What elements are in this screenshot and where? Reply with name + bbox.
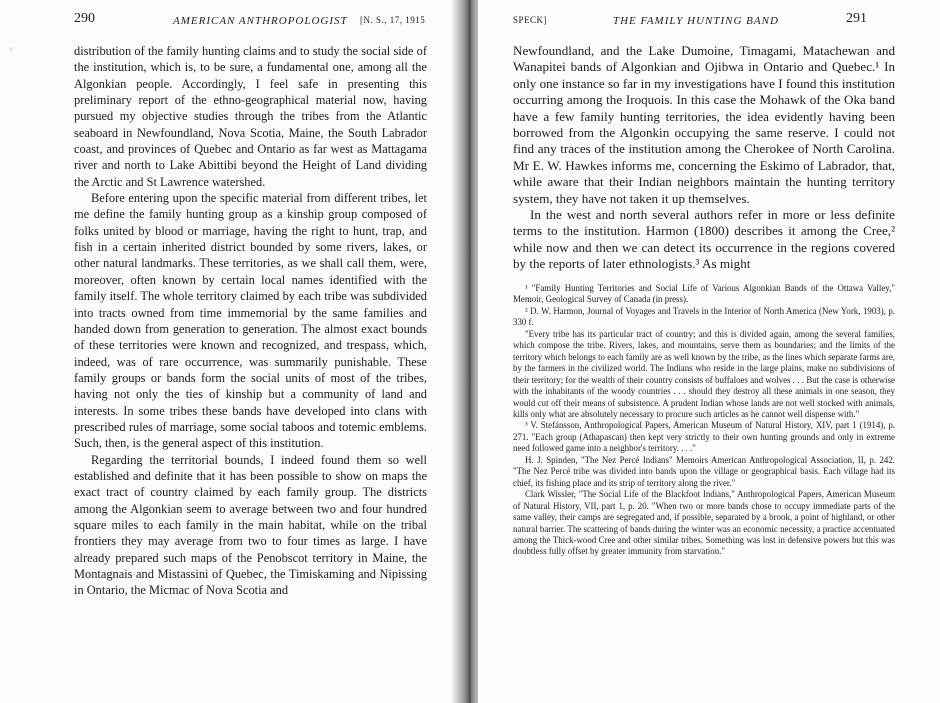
right-paragraph-1: Newfoundland, and the Lake Dumoine, Timagami, Matachewan and Wanapitei bands of Algonkian and Ojibwa in Ontario and Quebec.¹ In only one instance so far in my investigations have I found this institution occurring among the Iroquois. In this case the Mohawk of the Oka band have a few family hunting territories, the idea evidently having been borrowed from the Algonkin occupying the same reserve. I could not find any traces of the institution among the Cherokee of North Carolina. Mr E. W. Hawkes informs me, concerning the Eskimo of Labrador, that, while aware that their Indian neighbors maintain the hunting territory system, they have not taken it up themselves.	[513, 43, 895, 206]
left-issue-ref: [N. S., 17, 1915	[360, 15, 426, 25]
left-page-number: 290	[74, 11, 95, 26]
left-body-text	[74, 43, 427, 599]
margin-mark: ᵞ	[8, 44, 14, 55]
left-page	[0, 0, 460, 703]
left-paragraph-1: distribution of the family hunting claims and to study the social side of the institution, which is, to be sure, a fundamental one, among all the Algonkian people. Accordingly, I feel safe in presenting this preliminary report of the ethno-geographical material now, having pursued my objective studies through the tribes from the Atlantic seaboard in Newfoundland, Nova Scotia, Maine, the South Labrador coast, and provinces of Quebec and Ontario as far west as Mattagama river and north to Lake Abittibi beyond the Height of Land dividing the Arctic and St Lawrence watershed.	[74, 44, 427, 189]
footnote-2-quote: "Every tribe has its particular tract of country; and this is divided again, among the several families, which compose the tribe. Rivers, lakes, and mountains, serve them as boundaries; and the limits of the territory which belongs to each family are as well known by the tribe, as the lines which separate farms are, by the farmers in the civilized world. The Indians who reside in the large plains, make no subdivisions of their territory; for the wealth of their country consists of buffaloes and wolves . . . But the case is otherwise with the inhabitants of the woody countries . . . should they destroy all these animals in one season, they would cut off their means of subsistence. A prudent Indian whose lands are not well stocked with animals, kills only what are absolutely necessary to procure such articles as he cannot well dispense with."	[513, 328, 895, 419]
right-page	[478, 0, 940, 703]
right-body-text	[513, 43, 895, 273]
right-running-title: THE FAMILY HUNTING BAND	[613, 15, 779, 27]
footnote-3: ³ V. Stefánsson, Anthropological Papers, American Museum of Natural History, XIV, part 1 (1914), p. 271. "Each group (Athapascan) then kept very strictly to their own hunting grounds and only in extreme need followed game into a neighbor's territory. . . ."	[513, 420, 895, 454]
left-paragraph-2: Before entering upon the specific material from different tribes, let me define the family hunting group as a kinship group composed of folks united by blood or marriage, having the right to hunt, trap, and fish in a certain inherited district bounded by some rivers, lakes, or other natural landmarks. These territories, as we shall call them, were, moreover, often known by certain local names identified with the family itself. The whole territory claimed by each tribe was subdivided into tracts owned from time immemorial by the same families and handed down from generation to generation. The almost exact bounds of these territories were known and recognized, and trespass, which, indeed, was of rare occurrence, was summarily punishable. These family groups or bands form the social units of most of the tribes, having not only the ties of kinship but a community of land and interests. In some tribes these bands have developed into clans with prescribed rules of marriage, some social taboos and totemic emblems. Such, then, is the general aspect of this institution.	[74, 191, 427, 451]
footnote-2: ² D. W. Harmon, Journal of Voyages and Travels in the Interior of North America (New York, 1903), p. 330 f.	[513, 305, 895, 328]
right-author-ref: SPECK]	[513, 15, 548, 25]
footnote-3-wissler: Clark Wissler, "The Social Life of the Blackfoot Indians," Anthropological Papers, American Museum of Natural History, VII, part 1, p. 20. "When two or more bands chose to occupy immediate parts of the same valley, their camps are segregated and, if possible, separated by a brook, a point of highland, or other natural barrier. The scattering of bands during the winter was an economic necessity, a practice accentuated among the Thick-wood Cree and other similar tribes. Something was lost in defensive powers but this was doubtless fully offset by greater immunity from starvation."	[513, 489, 895, 557]
right-page-number: 291	[846, 11, 867, 26]
left-running-title: AMERICAN ANTHROPOLOGIST	[173, 15, 348, 27]
footnote-3-spinden: H. J. Spinden, "The Nez Percé Indians" Memoirs American Anthropological Association, II, p. 242. "The Nez Percé tribe was divided into bands upon the village or geographical basis. Each village had its chief, its fishing place and its strip of territory along the river."	[513, 454, 895, 488]
gutter-shadow	[469, 0, 471, 703]
footnote-1: ¹ "Family Hunting Territories and Social Life of Various Algonkian Bands of the Ottawa Valley," Memoir, Geological Survey of Canada (in press).	[513, 283, 895, 305]
footnotes	[513, 283, 895, 558]
right-paragraph-2: In the west and north several authors refer in more or less definite terms to the institution. Harmon (1800) describes it among the Cree,² while now and then we can detect its occurrence in the regions covered by the reports of later ethnologists.³ As might	[513, 207, 895, 272]
left-paragraph-3: Regarding the territorial bounds, I indeed found them so well established and definite that it has been possible to show on maps the exact tract of country claimed by each family group. The districts among the Algonkian seem to average between two and four hundred square miles to each family in the main habitat, while on the tribal frontiers they may average from two to four times as large. I have already prepared such maps of the Penobscot territory in Maine, the Montagnais and Mistassini of Quebec, the Timiskaming and Nipissing in Ontario, the Micmac of Nova Scotia and	[74, 452, 427, 598]
